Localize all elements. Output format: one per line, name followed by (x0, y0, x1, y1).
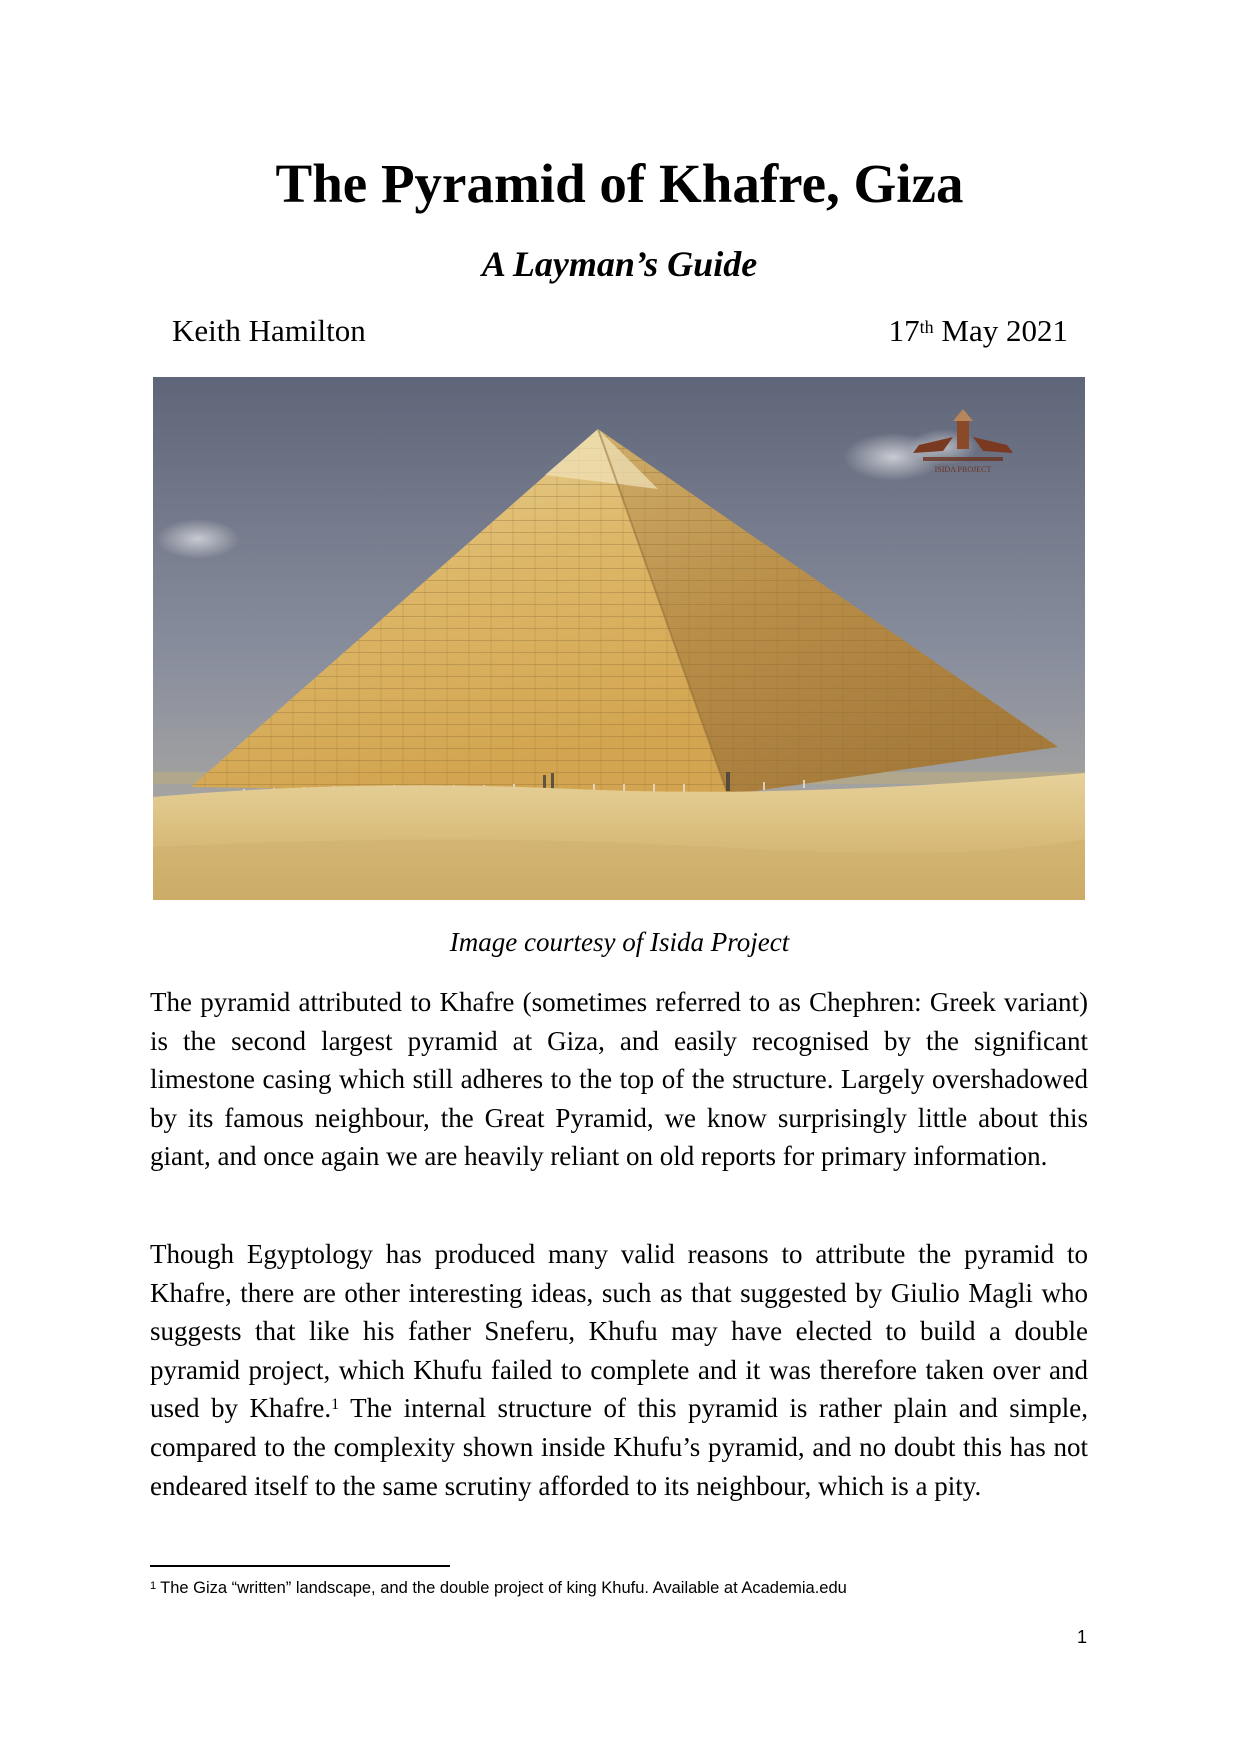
author-name: Keith Hamilton (172, 313, 366, 348)
publication-date (889, 311, 1068, 351)
page-number: 1 (1076, 1627, 1087, 1647)
date-day: 17 (888, 313, 920, 348)
logo-text: ISIDA PROJECT (934, 465, 992, 474)
paragraph (150, 1235, 1088, 1505)
paragraph-text: The internal structure of this pyramid is rather plain and simple, compared to the complexity shown inside Khufu’s pyramid, and no doubt this has not endeared itself to the same scrutiny afforded to its neighbour, which is a pity. (150, 1393, 1088, 1501)
figure-caption: Image courtesy of Isida Project (449, 927, 790, 957)
pyramid-illustration (153, 377, 1085, 900)
page-subtitle: A Layman’s Guide (481, 244, 758, 284)
footnote-separator (150, 1565, 450, 1567)
paragraph-text: Though Egyptology has produced many valid reasons to attribute the pyramid to Khafre, there are other interesting ideas, such as that suggested by Giulio Magli who suggests that like his father Sneferu, Khufu may have elected to build a double pyramid project, which Khufu failed to complete and it was therefore taken over and used by Khafre. (150, 1239, 1088, 1424)
pyramid-photo (153, 377, 1085, 900)
date-ordinal-suffix: th (919, 317, 934, 337)
date-month-year: May 2021 (933, 313, 1068, 348)
footnote-marker: 1 (150, 1580, 157, 1592)
footnote-reference[interactable]: 1 (331, 1396, 340, 1414)
footnote-text: The Giza “written” landscape, and the double project of king Khufu. Available at Academia.edu (160, 1579, 847, 1597)
footnote (150, 1577, 1090, 1599)
page-title: The Pyramid of Khafre, Giza (275, 153, 964, 214)
paragraph: The pyramid attributed to Khafre (sometimes referred to as Chephren: Greek variant) is the second largest pyramid at Giza, and easily recognised by the significant limestone casing which still adheres to the top of the structure. Largely overshadowed by its famous neighbour, the Great Pyramid, we know surprisingly little about this giant, and once again we are heavily reliant on old reports for primary information. (150, 987, 1088, 1172)
